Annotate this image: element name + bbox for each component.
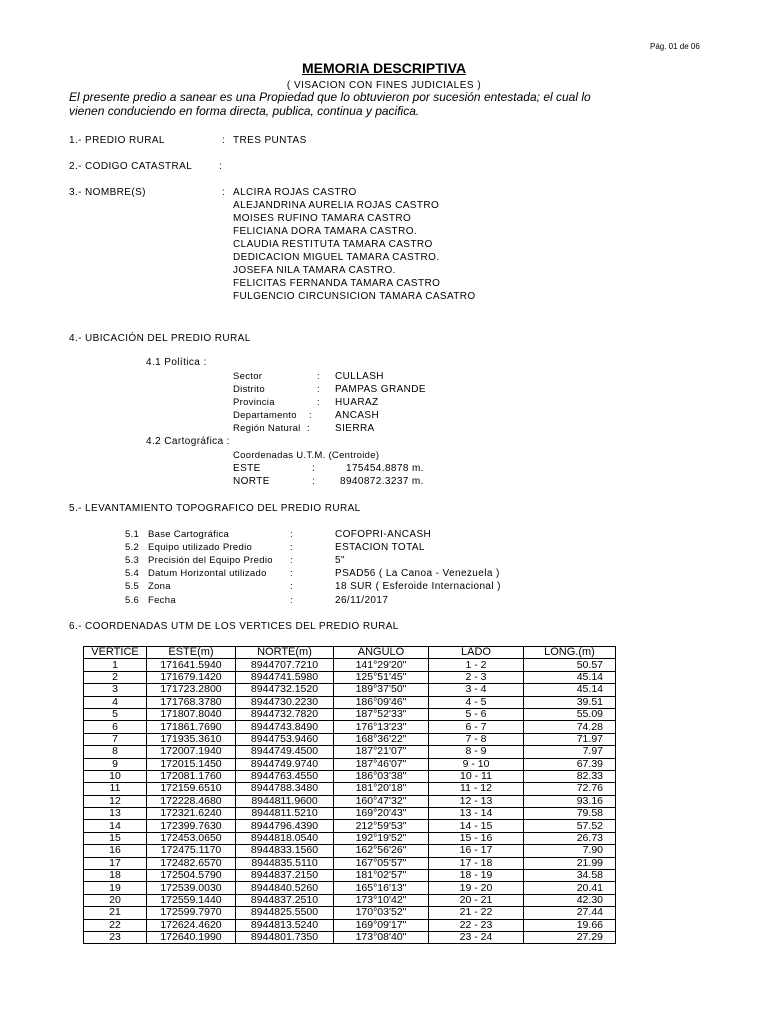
base-cartografica-label: Base Cartográfica <box>148 529 230 540</box>
distrito-colon: : <box>317 384 320 395</box>
vertice-cell: 4 <box>84 696 147 708</box>
nombres-colon: : <box>222 187 226 198</box>
base-cartografica-value: COFOPRI-ANCASH <box>335 529 432 540</box>
table-row <box>84 696 616 708</box>
table-row <box>84 708 616 720</box>
lado-cell: 11 - 12 <box>429 783 524 795</box>
norte-label: NORTE <box>233 476 270 487</box>
angulo-cell: 189°37'50" <box>334 684 429 696</box>
long-cell: 26.73 <box>524 832 616 844</box>
item-num: 5.6 <box>125 595 140 606</box>
vertice-cell: 1 <box>84 659 147 671</box>
table-row <box>84 671 616 683</box>
angulo-cell: 141°29'20" <box>334 659 429 671</box>
angulo-cell: 176°13'23" <box>334 721 429 733</box>
lado-cell: 15 - 16 <box>429 832 524 844</box>
table-row <box>84 783 616 795</box>
vertice-cell: 13 <box>84 808 147 820</box>
este-label: ESTE <box>233 463 261 474</box>
table-row <box>84 832 616 844</box>
col-header-lado: LADO <box>429 647 524 659</box>
vertice-cell: 10 <box>84 770 147 782</box>
table-row <box>84 931 616 943</box>
provincia-label: Provincia <box>233 397 275 408</box>
norte-colon: : <box>312 476 316 487</box>
angulo-cell: 192°19'52" <box>334 832 429 844</box>
este-value: 175454.8878 m. <box>346 463 424 474</box>
long-cell: 82.33 <box>524 770 616 782</box>
este-colon: : <box>312 463 316 474</box>
col-header-vertice: VERTICE <box>84 647 147 659</box>
table-row <box>84 733 616 745</box>
long-cell: 39.51 <box>524 696 616 708</box>
ubicacion-heading: 4.- UBICACIÓN DEL PREDIO RURAL <box>69 333 251 344</box>
este-cell: 172453.0650 <box>147 832 236 844</box>
predio-rural-label: 1.- PREDIO RURAL <box>69 135 165 146</box>
lado-cell: 13 - 14 <box>429 808 524 820</box>
este-cell: 171861.7690 <box>147 721 236 733</box>
este-cell: 172159.6510 <box>147 783 236 795</box>
este-cell: 171768.3780 <box>147 696 236 708</box>
predio-rural-colon: : <box>222 135 226 146</box>
lado-cell: 5 - 6 <box>429 708 524 720</box>
zona-colon: : <box>290 581 293 592</box>
long-cell: 55.09 <box>524 708 616 720</box>
angulo-cell: 187°52'33" <box>334 708 429 720</box>
angulo-cell: 181°20'18" <box>334 783 429 795</box>
provincia-value: HUARAZ <box>335 397 379 408</box>
lado-cell: 12 - 13 <box>429 795 524 807</box>
norte-value: 8940872.3237 m. <box>340 476 424 487</box>
vertice-cell: 19 <box>84 882 147 894</box>
long-cell: 20.41 <box>524 882 616 894</box>
table-row <box>84 907 616 919</box>
precision-colon: : <box>290 555 293 566</box>
long-cell: 93.16 <box>524 795 616 807</box>
table-row <box>84 808 616 820</box>
norte-cell: 8944801.7350 <box>236 931 334 943</box>
este-cell: 172015.1450 <box>147 758 236 770</box>
este-cell: 172475.1170 <box>147 845 236 857</box>
long-cell: 67.39 <box>524 758 616 770</box>
norte-cell: 8944818.0540 <box>236 832 334 844</box>
equipo-label: Equipo utilizado Predio <box>148 542 253 553</box>
long-cell: 42.30 <box>524 894 616 906</box>
este-cell: 171641.5940 <box>147 659 236 671</box>
angulo-cell: 125°51'45" <box>334 671 429 683</box>
datum-label: Datum Horizontal utilizado <box>148 568 267 579</box>
este-cell: 172559.1440 <box>147 894 236 906</box>
vertice-cell: 18 <box>84 870 147 882</box>
norte-cell: 8944753.9460 <box>236 733 334 745</box>
long-cell: 72.76 <box>524 783 616 795</box>
vertice-cell: 5 <box>84 708 147 720</box>
lado-cell: 8 - 9 <box>429 746 524 758</box>
region-natural-label: Región Natural <box>233 423 301 434</box>
long-cell: 7.90 <box>524 845 616 857</box>
angulo-cell: 167°05'57" <box>334 857 429 869</box>
este-cell: 172482.6570 <box>147 857 236 869</box>
norte-cell: 8944837.2150 <box>236 870 334 882</box>
norte-cell: 8944833.1560 <box>236 845 334 857</box>
norte-cell: 8944811.5210 <box>236 808 334 820</box>
vertice-cell: 16 <box>84 845 147 857</box>
owner-name: FELICITAS FERNANDA TAMARA CASTRO <box>233 278 441 289</box>
vertice-cell: 17 <box>84 857 147 869</box>
vertice-cell: 12 <box>84 795 147 807</box>
angulo-cell: 181°02'57" <box>334 870 429 882</box>
este-cell: 171935.3610 <box>147 733 236 745</box>
long-cell: 21.99 <box>524 857 616 869</box>
lado-cell: 17 - 18 <box>429 857 524 869</box>
datum-value: PSAD56 ( La Canoa - Venezuela ) <box>335 568 500 579</box>
norte-cell: 8944813.5240 <box>236 919 334 931</box>
este-cell: 172081.1760 <box>147 770 236 782</box>
fecha-colon: : <box>290 595 293 606</box>
long-cell: 74.28 <box>524 721 616 733</box>
este-cell: 172599.7970 <box>147 907 236 919</box>
norte-cell: 8944741.5980 <box>236 671 334 683</box>
long-cell: 50.57 <box>524 659 616 671</box>
table-row <box>84 795 616 807</box>
table-header-row <box>84 647 616 659</box>
este-cell: 172624.4620 <box>147 919 236 931</box>
vertice-cell: 2 <box>84 671 147 683</box>
document-title: MEMORIA DESCRIPTIVA <box>301 60 467 76</box>
table-row <box>84 684 616 696</box>
norte-cell: 8944825.5500 <box>236 907 334 919</box>
owner-name: DEDICACION MIGUEL TAMARA CASTRO. <box>233 252 440 263</box>
table-row <box>84 721 616 733</box>
fecha-value: 26/11/2017 <box>335 595 389 606</box>
table-row <box>84 746 616 758</box>
lado-cell: 1 - 2 <box>429 659 524 671</box>
este-cell: 172007.1940 <box>147 746 236 758</box>
lado-cell: 10 - 11 <box>429 770 524 782</box>
vertice-cell: 21 <box>84 907 147 919</box>
norte-cell: 8944835.5110 <box>236 857 334 869</box>
lado-cell: 23 - 24 <box>429 931 524 943</box>
precision-value: 5" <box>335 555 345 566</box>
angulo-cell: 187°46'07" <box>334 758 429 770</box>
angulo-cell: 170°03'52" <box>334 907 429 919</box>
document-subtitle: ( VISACION CON FINES JUDICIALES ) <box>286 80 482 91</box>
norte-cell: 8944730.2230 <box>236 696 334 708</box>
cartografica-label: 4.2 Cartográfica : <box>146 436 230 447</box>
departamento-label: Departamento <box>233 410 297 421</box>
lado-cell: 20 - 21 <box>429 894 524 906</box>
vertice-cell: 20 <box>84 894 147 906</box>
coordenadas-heading: 6.- COORDENADAS UTM DE LOS VERTICES DEL PREDIO RURAL <box>69 621 399 632</box>
item-num: 5.5 <box>125 581 140 592</box>
vertice-cell: 3 <box>84 684 147 696</box>
table-row <box>84 845 616 857</box>
norte-cell: 8944837.2510 <box>236 894 334 906</box>
item-num: 5.3 <box>125 555 140 566</box>
vertice-cell: 11 <box>84 783 147 795</box>
region-natural-value: SIERRA <box>335 423 375 434</box>
norte-cell: 8944796.4390 <box>236 820 334 832</box>
owner-name: MOISES RUFINO TAMARA CASTRO <box>233 213 412 224</box>
owner-name: ALEJANDRINA AURELIA ROJAS CASTRO <box>233 200 440 211</box>
angulo-cell: 186°03'38" <box>334 770 429 782</box>
intro-paragraph: El presente predio a sanear es una Propiedad que lo obtuvieron por sucesión entestada; el cual lo vienen conduciendo en forma directa, publica, continua y pacifica. <box>69 90 591 118</box>
politica-label: 4.1 Política : <box>146 357 207 368</box>
table-row <box>84 820 616 832</box>
departamento-value: ANCASH <box>335 410 380 421</box>
owner-name: CLAUDIA RESTITUTA TAMARA CASTRO <box>233 239 433 250</box>
long-cell: 19.66 <box>524 919 616 931</box>
table-row <box>84 659 616 671</box>
angulo-cell: 160°47'32" <box>334 795 429 807</box>
item-num: 5.1 <box>125 529 140 540</box>
base-cartografica-colon: : <box>290 529 293 540</box>
long-cell: 34.58 <box>524 870 616 882</box>
este-cell: 172228.4680 <box>147 795 236 807</box>
este-cell: 171807.8040 <box>147 708 236 720</box>
este-cell: 172539.0030 <box>147 882 236 894</box>
este-cell: 172504.5790 <box>147 870 236 882</box>
vertice-cell: 7 <box>84 733 147 745</box>
norte-cell: 8944743.8490 <box>236 721 334 733</box>
col-header-este: ESTE(m) <box>147 647 236 659</box>
nombres-label: 3.- NOMBRE(S) <box>69 187 146 198</box>
departamento-colon: : <box>309 410 312 421</box>
angulo-cell: 165°16'13" <box>334 882 429 894</box>
coordenadas-title: Coordenadas U.T.M. (Centroide) <box>233 450 380 461</box>
codigo-catastral-label: 2.- CODIGO CATASTRAL <box>69 161 193 172</box>
equipo-value: ESTACION TOTAL <box>335 542 425 553</box>
table-row <box>84 919 616 931</box>
norte-cell: 8944811.9600 <box>236 795 334 807</box>
zona-value: 18 SUR ( Esferoide Internacional ) <box>335 581 501 592</box>
angulo-cell: 173°08'40" <box>334 931 429 943</box>
lado-cell: 22 - 23 <box>429 919 524 931</box>
norte-cell: 8944732.7820 <box>236 708 334 720</box>
zona-label: Zona <box>148 581 171 592</box>
lado-cell: 9 - 10 <box>429 758 524 770</box>
lado-cell: 7 - 8 <box>429 733 524 745</box>
distrito-label: Distrito <box>233 384 265 395</box>
col-header-norte: NORTE(m) <box>236 647 334 659</box>
table-row <box>84 870 616 882</box>
long-cell: 71.97 <box>524 733 616 745</box>
angulo-cell: 169°20'43" <box>334 808 429 820</box>
table-row <box>84 882 616 894</box>
vertice-cell: 23 <box>84 931 147 943</box>
vertice-cell: 22 <box>84 919 147 931</box>
long-cell: 79.58 <box>524 808 616 820</box>
angulo-cell: 187°21'07" <box>334 746 429 758</box>
sector-label: Sector <box>233 371 263 382</box>
angulo-cell: 212°59'53" <box>334 820 429 832</box>
region-natural-colon: : <box>307 423 310 434</box>
lado-cell: 6 - 7 <box>429 721 524 733</box>
vertice-cell: 8 <box>84 746 147 758</box>
lado-cell: 3 - 4 <box>429 684 524 696</box>
lado-cell: 19 - 20 <box>429 882 524 894</box>
table-row <box>84 857 616 869</box>
item-num: 5.4 <box>125 568 140 579</box>
long-cell: 45.14 <box>524 671 616 683</box>
item-num: 5.2 <box>125 542 140 553</box>
col-header-long: LONG.(m) <box>524 647 616 659</box>
provincia-colon: : <box>317 397 320 408</box>
este-cell: 172321.6240 <box>147 808 236 820</box>
norte-cell: 8944707.7210 <box>236 659 334 671</box>
lado-cell: 18 - 19 <box>429 870 524 882</box>
equipo-colon: : <box>290 542 293 553</box>
codigo-catastral-colon: : <box>219 161 223 172</box>
col-header-angulo: ANGULO <box>334 647 429 659</box>
owner-name: FULGENCIO CIRCUNSICION TAMARA CASATRO <box>233 291 476 302</box>
long-cell: 57.52 <box>524 820 616 832</box>
table-row <box>84 894 616 906</box>
fecha-label: Fecha <box>148 595 176 606</box>
lado-cell: 2 - 3 <box>429 671 524 683</box>
lado-cell: 21 - 22 <box>429 907 524 919</box>
lado-cell: 14 - 15 <box>429 820 524 832</box>
vertice-cell: 15 <box>84 832 147 844</box>
este-cell: 172640.1990 <box>147 931 236 943</box>
angulo-cell: 169°09'17" <box>334 919 429 931</box>
long-cell: 27.29 <box>524 931 616 943</box>
norte-cell: 8944749.9740 <box>236 758 334 770</box>
owner-name: FELICIANA DORA TAMARA CASTRO. <box>233 226 418 237</box>
norte-cell: 8944788.3480 <box>236 783 334 795</box>
sector-value: CULLASH <box>335 371 384 382</box>
long-cell: 27.44 <box>524 907 616 919</box>
distrito-value: PAMPAS GRANDE <box>335 384 426 395</box>
long-cell: 7.97 <box>524 746 616 758</box>
precision-label: Precisión del Equipo Predio <box>148 555 273 566</box>
norte-cell: 8944749.4500 <box>236 746 334 758</box>
norte-cell: 8944840.5260 <box>236 882 334 894</box>
predio-rural-value: TRES PUNTAS <box>233 135 307 146</box>
angulo-cell: 186°09'46" <box>334 696 429 708</box>
vertice-cell: 14 <box>84 820 147 832</box>
angulo-cell: 162°56'26" <box>334 845 429 857</box>
lado-cell: 4 - 5 <box>429 696 524 708</box>
norte-cell: 8944763.4550 <box>236 770 334 782</box>
este-cell: 172399.7630 <box>147 820 236 832</box>
levantamiento-heading: 5.- LEVANTAMIENTO TOPOGRAFICO DEL PREDIO RURAL <box>69 503 361 514</box>
table-row <box>84 770 616 782</box>
vertice-cell: 9 <box>84 758 147 770</box>
owner-name: JOSEFA NILA TAMARA CASTRO. <box>233 265 396 276</box>
sector-colon: : <box>317 371 320 382</box>
vertice-cell: 6 <box>84 721 147 733</box>
lado-cell: 16 - 17 <box>429 845 524 857</box>
long-cell: 45.14 <box>524 684 616 696</box>
vertices-table <box>83 646 616 944</box>
norte-cell: 8944732.1520 <box>236 684 334 696</box>
owner-name: ALCIRA ROJAS CASTRO <box>233 187 357 198</box>
angulo-cell: 168°36'22" <box>334 733 429 745</box>
este-cell: 171723.2800 <box>147 684 236 696</box>
page-number: Pág. 01 de 06 <box>650 42 700 51</box>
table-row <box>84 758 616 770</box>
este-cell: 171679.1420 <box>147 671 236 683</box>
datum-colon: : <box>290 568 293 579</box>
angulo-cell: 173°10'42" <box>334 894 429 906</box>
